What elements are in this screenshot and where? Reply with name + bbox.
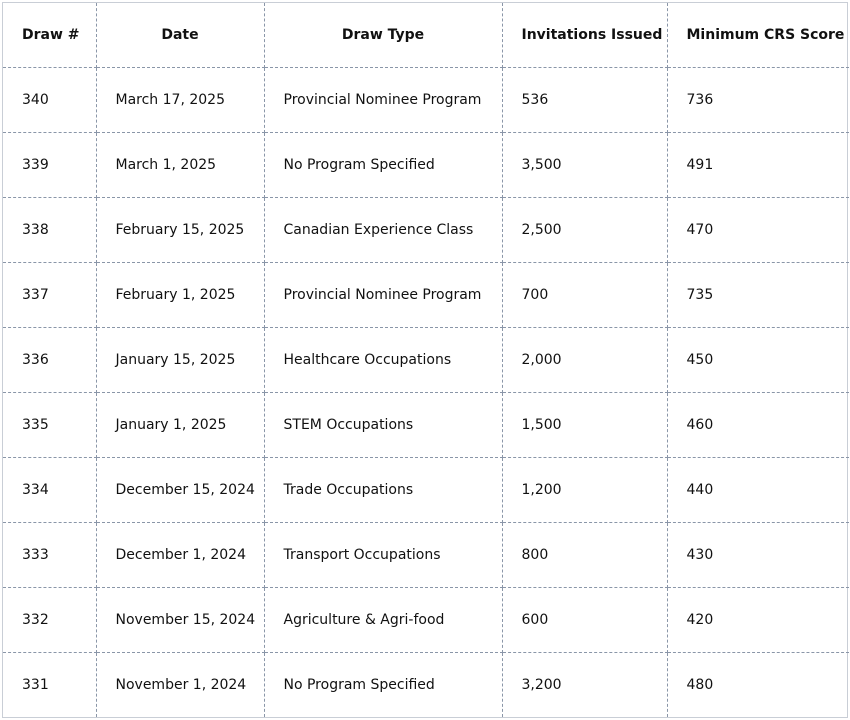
cell-invitations-issued: 2,000	[502, 328, 667, 393]
table-row	[3, 263, 849, 328]
cell-draw-type: Provincial Nominee Program	[264, 68, 502, 133]
table-row	[3, 68, 849, 133]
table-row	[3, 393, 849, 458]
header-date: Date	[96, 3, 264, 68]
cell-minimum-crs-score: 480	[686, 676, 714, 693]
cell-invitations-issued: 1,200	[502, 458, 667, 523]
cell-minimum-crs-score: 470	[667, 198, 849, 263]
table-body	[3, 68, 849, 718]
cell-minimum-crs-score: 450	[667, 328, 849, 393]
cell-invitations-issued: 800	[502, 523, 667, 588]
cell-date: November 1, 2024	[96, 653, 264, 718]
cell-draw-number: 333	[3, 523, 96, 588]
cell-date: December 15, 2024	[96, 458, 264, 523]
cell-draw-number: 331	[3, 653, 96, 718]
table-row	[3, 458, 849, 523]
cell-draw-number: 338	[3, 198, 96, 263]
cell-minimum-crs-score: 430	[667, 523, 849, 588]
cell-invitations-issued: 3,500	[502, 133, 667, 198]
header-draw-type: Draw Type	[264, 3, 502, 68]
header-row	[3, 3, 849, 68]
cell-minimum-crs-score: 735	[667, 263, 849, 328]
cell-draw-number: 335	[3, 393, 96, 458]
cell-draw-number: 334	[3, 458, 96, 523]
cell-invitations-issued: 2,500	[502, 198, 667, 263]
cell-invitations-issued: 536	[502, 68, 667, 133]
table-row	[3, 328, 849, 393]
cell-minimum-crs-score: 440	[667, 458, 849, 523]
table-header	[3, 3, 849, 68]
cell-date: November 15, 2024	[96, 588, 264, 653]
cell-draw-type: Canadian Experience Class	[264, 198, 502, 263]
header-invitations-issued: Invitations Issued	[502, 3, 667, 68]
table-row	[3, 588, 849, 653]
cell-draw-number: 336	[3, 328, 96, 393]
cell-minimum-crs-score: 736	[667, 68, 849, 133]
cell-date: December 1, 2024	[96, 523, 264, 588]
table-row	[3, 523, 849, 588]
table-row	[3, 653, 849, 718]
cell-draw-type: Transport Occupations	[264, 523, 502, 588]
cell-draw-number: 340	[3, 68, 96, 133]
cell-date: March 17, 2025	[96, 68, 264, 133]
cell-minimum-crs-score: 460	[667, 393, 849, 458]
cell-date: January 1, 2025	[96, 393, 264, 458]
header-draw-number: Draw #	[3, 3, 96, 68]
cell-date: March 1, 2025	[96, 133, 264, 198]
cell-invitations-issued: 700	[502, 263, 667, 328]
cell-date: February 15, 2025	[96, 198, 264, 263]
express-entry-draws-table	[3, 3, 849, 717]
cell-draw-number: 332	[3, 588, 96, 653]
cell-draw-type: Provincial Nominee Program	[264, 263, 502, 328]
cell-draw-type: No Program Specified	[264, 133, 502, 198]
cell-invitations-issued: 600	[502, 588, 667, 653]
cell-draw-type: Healthcare Occupations	[264, 328, 502, 393]
cell-date: February 1, 2025	[96, 263, 264, 328]
cell-draw-type: Agriculture & Agri-food	[264, 588, 502, 653]
cell-draw-number: 337	[3, 263, 96, 328]
cell-minimum-crs-score: 420	[667, 588, 849, 653]
cell-date: January 15, 2025	[96, 328, 264, 393]
header-minimum-crs-score: Minimum CRS Score	[667, 3, 849, 68]
cell-minimum-crs-score: 491	[667, 133, 849, 198]
express-entry-draws-table-container	[2, 2, 848, 718]
cell-invitations-issued: 3,200	[502, 653, 667, 718]
cell-draw-number: 339	[3, 133, 96, 198]
cell-draw-type: No Program Specified	[264, 653, 502, 718]
cell-invitations-issued: 1,500	[502, 393, 667, 458]
cell-draw-type: Trade Occupations	[264, 458, 502, 523]
cell-draw-type: STEM Occupations	[264, 393, 502, 458]
table-row	[3, 198, 849, 263]
table-row	[3, 133, 849, 198]
